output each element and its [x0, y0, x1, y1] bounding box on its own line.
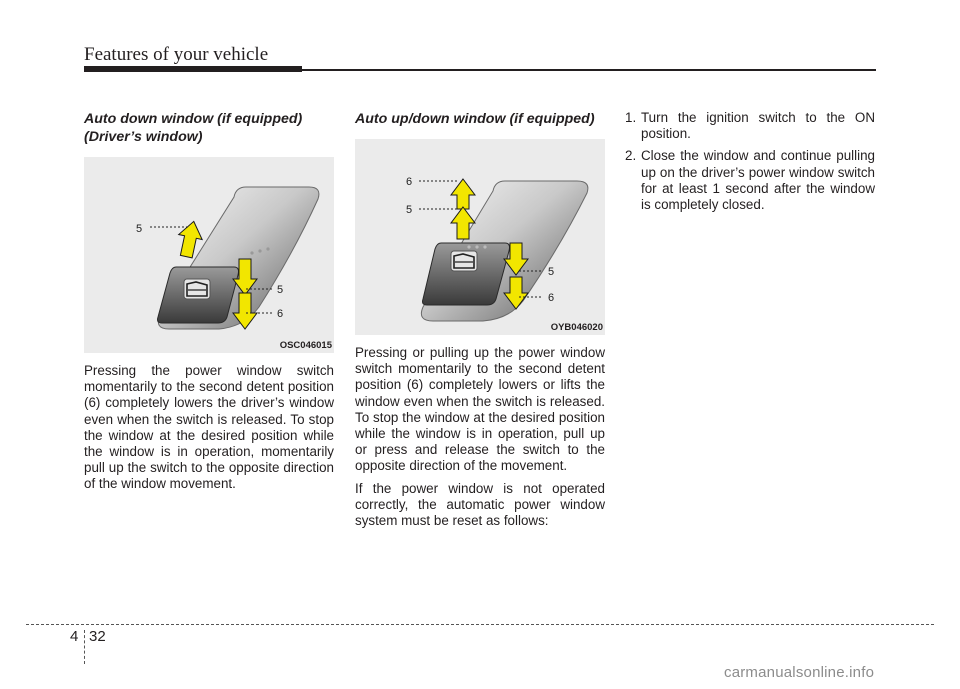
paragraph-auto-down: Pressing the power window switch momentarily to the second detent position (6) completely lowers the driver’s window even when the switch is released. To stop the window at the desired position while the window is in operation, momentarily pull up the switch to the opposite direction of the window movement.: [84, 363, 334, 492]
column-reset-steps: [625, 110, 875, 219]
section-title-auto-down: [84, 110, 334, 146]
step-text: Close the window and continue pulling up on the driver’s power window switch for at least 1 second after the window is completely closed.: [641, 148, 875, 213]
watermark: carmanualsonline.info: [724, 664, 875, 681]
step-text: Turn the ignition switch to the ON position.: [641, 110, 875, 142]
callout-label-up1: 5: [406, 204, 413, 216]
section-title-line1: Auto down window (if equipped): [84, 111, 303, 127]
paragraph-auto-up-down-1: Pressing or pulling up the power window switch momentarily to the second detent position (6) completely lowers or lifts the window even when the switch is released. To stop the window at the desired position while the window is in operation, pull up or press and release the switch to the opposite direction of the movement.: [355, 345, 605, 474]
callout-label-down2: 6: [548, 292, 555, 304]
driver-switch-illustration: [84, 157, 334, 353]
column-auto-up-down: [355, 110, 605, 529]
header-rule-thin: [302, 69, 876, 71]
reset-steps-list: [625, 110, 875, 213]
step-number: 1.: [625, 110, 637, 125]
chapter-number: 4: [70, 628, 79, 645]
step-number: 2.: [625, 148, 637, 164]
paragraph-auto-up-down-2: If the power window is not operated correctly, the automatic power window system must be reset as follows:: [355, 480, 605, 529]
reset-step: [625, 110, 875, 142]
section-title-line2: (Driver’s window): [84, 129, 203, 145]
figure-code: OSC046015: [279, 340, 332, 351]
page-header-title: Features of your vehicle: [84, 44, 269, 65]
column-auto-down: [84, 110, 334, 493]
reset-step: [625, 148, 875, 213]
figure-driver-switch: [84, 157, 334, 353]
callout-label-down2: 6: [277, 308, 284, 320]
figure-auto-switch: [355, 139, 605, 335]
section-title-auto-up-down: Auto up/down window (if equipped): [355, 111, 595, 127]
auto-switch-illustration: [355, 139, 605, 335]
figure-code: OYB046020: [550, 322, 603, 333]
callout-label-up: 5: [136, 223, 143, 235]
callout-label-down1: 5: [548, 266, 555, 278]
header-rule-thick: [84, 66, 302, 72]
footer-divider: [84, 630, 85, 664]
footer-rule: [26, 624, 934, 625]
callout-label-down1: 5: [277, 284, 284, 296]
callout-label-up2: 6: [406, 176, 413, 188]
page-number: 32: [89, 628, 106, 645]
